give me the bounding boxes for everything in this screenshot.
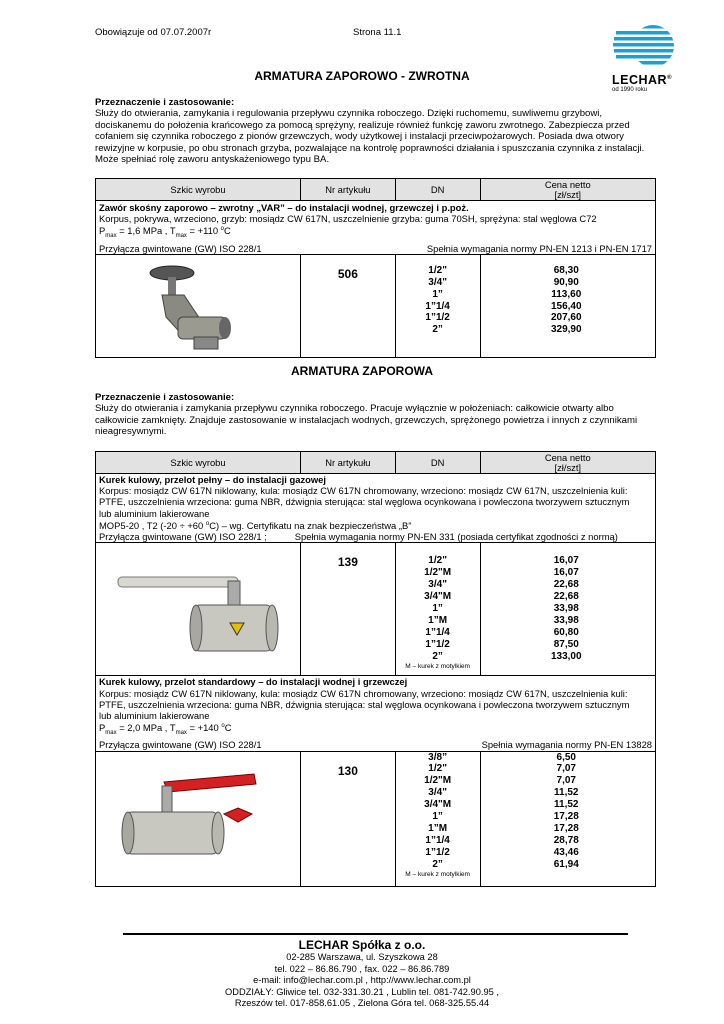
purpose-line: całkowicie zamknięty. Znajduje zastosowanie w instalacjach wodnych, grzewczych, sprężonego powietrza i innych z czynnikami [95,414,638,426]
section-title-shutoff-valves: ARMATURA ZAPOROWA [291,364,433,378]
dn-value: 3/4"M [424,591,452,603]
price-unit: [zł/szt] [554,461,582,473]
logo-name: LECHAR [612,73,668,87]
purpose-line: Służy do otwierania, zamykania i regulowania przepływu czynnika roboczego. Dzięki ruchomemu, suwliwemu grzybowi, [95,108,603,120]
dn-value: 3/4" [428,787,447,799]
dn-value: 1” [432,602,443,614]
dn-value: 3/4" [428,276,447,288]
valid-from-text: Obowiązuje od 07.07.2007r [95,27,212,38]
purpose-line: cofaniem się czynnika roboczego z pionów grzewczych, wody użytkowej i instalacji przeciwpożarowych. Posiada dwa otwory [95,131,624,143]
price-label: Cena netto [544,451,591,463]
dn-value: 1”1/4 [425,834,450,846]
price-unit: [zł/szt] [554,188,582,200]
price-value: 90,90 [553,276,579,288]
price-value: 22,68 [553,579,579,591]
price-value: 207,60 [550,312,582,324]
dn-value: 2” [432,650,443,662]
dn-value: 3/4" [428,579,447,591]
footer [0,938,724,1010]
price-label: Cena netto [544,178,591,190]
price-list [480,254,655,357]
price-value: 17,28 [553,811,579,823]
footer-line: ODDZIAŁY: Gliwice tel. 032-331.30.21 , Lublin tel. 081-742.90.95 , [225,986,499,997]
price-value: 33,98 [553,602,579,614]
col-header-dn: DN [395,452,480,474]
product-name: Zawór skośny zaporowo – zwrotny „VAR” – do instalacji wodnej, grzewczej i p.poż. [99,202,469,213]
col-header-dn: DN [395,179,480,201]
product-line: Korpus: mosiądz CW 617N niklowany, kula: mosiądz CW 617N chromowany, wrzeciono: mosiądz CW 617N, uszczelnienia kuli: [99,485,628,497]
purpose-line: nieagresywnymi. [95,426,167,438]
price-value: 6,50 [556,751,576,763]
ball-valve-gas-image [96,543,299,673]
dn-value: 1”1/4 [425,626,450,638]
section2-purpose [95,392,665,438]
dn-note: M – kurek z motylkiem [405,870,470,878]
norm-text: Spełnia wymagania normy PN-EN 13828 [481,739,652,751]
dn-value: 1”M [428,614,448,626]
price-value: 11,52 [554,799,579,811]
connection-text: Przyłącza gwintowane (GW) ISO 228/1 ; [99,531,267,543]
connection-row [99,243,652,254]
section-title-check-valves: ARMATURA ZAPOROWO - ZWROTNA [254,69,470,83]
product-description [96,474,656,543]
price-value: 87,50 [553,638,579,650]
product-name: Kurek kulowy, przelot standardowy – do instalacji wodnej i grzewczej [99,676,408,688]
dn-value: 1”1/2 [425,312,450,324]
dn-value: 1”1/4 [425,300,450,312]
purpose-heading: Przeznaczenie i zastosowanie: [95,392,235,403]
connection-text: Przyłącza gwintowane (GW) ISO 228/1 [99,739,262,751]
logo-registered: ® [667,74,673,81]
footer-line: e-mail: info@lechar.com.pl , http://www.lechar.com.pl [253,975,471,985]
price-value: 7,07 [556,775,576,787]
price-value: 156,40 [550,300,582,312]
dn-value: 1”1/2 [425,638,450,650]
price-value: 16,07 [553,555,579,567]
product-params: $P_{max} = 2,0$ MPa , $T_{max} = +140$ $^o$C [99,722,232,737]
dn-list [395,751,480,886]
price-value: 68,30 [553,264,579,276]
article-number: 506 [300,254,395,357]
product-line: lub aluminium lakierowane [99,507,210,519]
dn-value: 1/2"M [424,567,452,579]
price-value: 33,98 [553,614,579,626]
price-value: 28,78 [553,834,579,846]
logo-since: od 1990 roku [612,87,648,93]
company-name: LECHAR Spółka z o.o. [298,938,426,952]
footer-line: tel. 022 – 86.86.790 , fax. 022 – 86.86.789 [274,963,450,974]
product-params: MOP5-20 , T2 (-20 ÷ +60 $^o$C) – wg. Certyfikatu na znak bezpieczeństwa „B” [99,519,412,531]
dn-value: 3/4"M [424,799,452,811]
product-name: Kurek kulowy, przelot pełny – do instalacji gazowej [99,474,326,485]
connection-row [99,739,652,750]
price-list [480,543,655,676]
col-header-article: Nr artykułu [300,179,395,201]
price-value: 329,90 [550,324,582,336]
price-value: 7,07 [556,763,576,775]
purpose-heading: Przeznaczenie i zastosowanie: [95,97,235,108]
norm-text: Spełnia wymagania normy PN-EN 1213 i PN-EN 1717 [426,242,652,254]
price-value: 22,68 [553,591,579,603]
price-value: 61,94 [553,858,579,870]
footer-line: Rzeszów tel. 017-858.61.05 , Zielona Góra tel. 068-325.55.44 [234,998,490,1008]
article-number: 130 [300,751,395,886]
dn-value: 2” [432,858,443,870]
col-header-article: Nr artykułu [300,452,395,474]
product-description [96,676,656,751]
col-header-sketch: Szkic wyrobu [96,179,301,201]
dn-value: 1” [432,811,443,823]
col-header-price [480,179,655,201]
product-materials: Korpus, pokrywa, wrzeciono, grzyb: mosiądz CW 617N, uszczelnienie grzyba: guma 70SH, sprężyna: stal węglowa C72 [99,213,597,225]
price-value: 60,80 [553,626,579,638]
dn-value: 3/8” [428,751,448,763]
col-header-price [480,452,655,474]
product-sketch-cell [96,254,301,357]
product-line: lub aluminium lakierowane [99,709,210,721]
purpose-line: rewizyjne w korpusie, po obu stronach grzyba, pozwalające na kontrolę poprawności działania i spuszczania czynnika z instalacji. [95,142,645,154]
dn-list [395,254,480,357]
dn-value: 2” [432,324,443,336]
dn-value: 1/2" [428,264,447,276]
dn-value: 1”1/2 [425,846,450,858]
purpose-line: Służy do otwierania i zamykania przepływu czynnika roboczego. Pracuje wyłącznie w położeniach: całkowicie otwarty albo [95,403,614,415]
product-table-1 [95,178,656,358]
col-header-sketch: Szkic wyrobu [96,452,301,474]
footer-line: 02-285 Warszawa, ul. Szyszkowa 28 [286,952,438,962]
product-line: PTFE, uszczelnienia wrzeciona: guma NBR, dźwignia sterująca: stal węglowa ocynkowana i powleczona tworzywem sztucznym [99,698,630,710]
price-value: 43,46 [553,846,579,858]
product-description [96,201,656,255]
dn-note: M – kurek z motylkiem [405,662,470,670]
section1-purpose [95,97,665,165]
purpose-line: Może spełniać rolę zaworu antyskażeniowego typu BA. [95,154,330,166]
ball-valve-water-image [96,752,299,884]
purpose-line: dociskanemu do położenia krańcowego za pomocą sprężyny, realizuje również funkcję zaworu zwrotnego. Zabezpiecza przed [95,119,630,131]
logo-mark-icon [612,25,678,67]
article-number: 139 [300,543,395,676]
angle-valve-image [96,255,299,355]
norm-text: Spełnia wymagania normy PN-EN 331 (posiada certyfikat zgodności z normą) [294,531,618,543]
price-value: 16,07 [553,567,579,579]
price-value: 17,28 [553,823,579,834]
page-number: Strona 11.1 [353,27,402,38]
product-line: Korpus: mosiądz CW 617N niklowany, kula: mosiądz CW 617N chromowany, wrzeciono: mosiądz CW 617N, uszczelnienia kuli: [99,687,628,699]
connection-row [99,531,652,542]
product-table-2 [95,451,656,887]
price-list [480,751,655,886]
product-sketch-cell [96,543,301,676]
footer-divider [123,933,628,935]
product-sketch-cell [96,751,301,886]
price-value: 113,60 [551,288,582,300]
connection-text: Przyłącza gwintowane (GW) ISO 228/1 [99,242,262,254]
dn-value: 1/2"M [424,775,452,787]
dn-value: 1/2" [428,763,447,775]
product-line: PTFE, uszczelnienia wrzeciona: guma NBR, dźwignia sterująca: stal węglowa ocynkowana i powleczona tworzywem sztucznym [99,496,630,508]
product-params: $P_{max} = 1,6$ MPa , $T_{max} = +110$ $^o$C [99,225,231,240]
dn-value: 1”M [428,823,448,834]
price-value: 11,52 [554,787,579,799]
dn-value: 1” [432,288,443,300]
dn-list [395,543,480,676]
price-value: 133,00 [550,650,582,662]
dn-value: 1/2" [428,555,447,567]
